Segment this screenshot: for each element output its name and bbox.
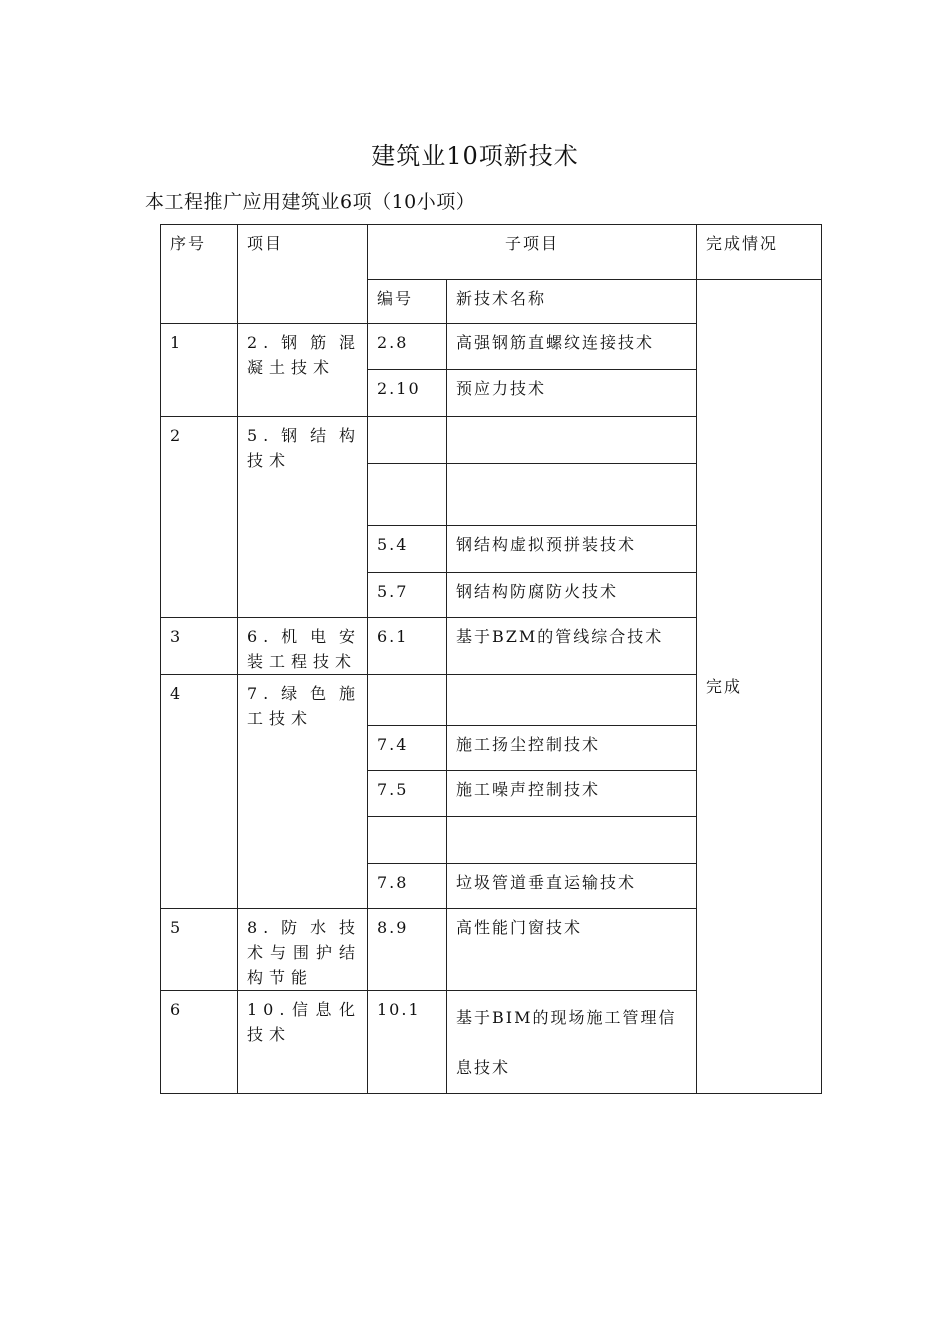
- code-cell: [368, 675, 447, 726]
- code-cell: 7.4: [368, 726, 447, 771]
- code-cell: [368, 464, 447, 526]
- document-title: 建筑业10项新技术: [371, 142, 579, 170]
- project-cell: 8.防水技术与围护结构节能: [238, 909, 368, 991]
- header-seq: 序号: [161, 225, 238, 324]
- project-cell: 2.钢筋混凝土技术: [238, 324, 368, 417]
- tech-name-cell: [447, 675, 697, 726]
- code-cell: 2.8: [368, 324, 447, 370]
- document-subtitle: 本工程推广应用建筑业6项（10小项）: [145, 191, 476, 213]
- header-status: 完成情况: [697, 225, 822, 280]
- tech-name-cell: [447, 817, 697, 864]
- tech-name-cell: [447, 464, 697, 526]
- code-cell: [368, 417, 447, 464]
- seq-cell: 1: [161, 324, 238, 417]
- tech-name-cell: 钢结构虚拟预拼装技术: [447, 526, 697, 573]
- seq-cell: 5: [161, 909, 238, 991]
- code-cell: [368, 817, 447, 864]
- code-cell: 8.9: [368, 909, 447, 991]
- seq-cell: 3: [161, 618, 238, 675]
- project-cell: 7.绿色施工技术: [238, 675, 368, 909]
- seq-cell: 6: [161, 991, 238, 1094]
- tech-name-cell: 基于BZM的管线综合技术: [447, 618, 697, 675]
- tech-name-cell: 施工噪声控制技术: [447, 771, 697, 817]
- code-cell: 6.1: [368, 618, 447, 675]
- tech-name-cell: 垃圾管道垂直运输技术: [447, 864, 697, 909]
- tech-name-cell: 施工扬尘控制技术: [447, 726, 697, 771]
- code-cell: 10.1: [368, 991, 447, 1094]
- header-subproject: 子项目: [368, 225, 697, 280]
- header-row: [161, 225, 822, 280]
- code-cell: 2.10: [368, 370, 447, 417]
- project-cell: 5.钢结构技术: [238, 417, 368, 618]
- tech-name-cell: 钢结构防腐防火技术: [447, 573, 697, 618]
- code-cell: 5.4: [368, 526, 447, 573]
- tech-name-cell: 基于BIM的现场施工管理信息技术: [447, 991, 697, 1094]
- tech-name-cell: [447, 417, 697, 464]
- header-tech-name: 新技术名称: [447, 280, 697, 324]
- status-cell: 完成: [697, 280, 822, 1094]
- technology-table: [160, 224, 822, 1094]
- project-cell: 10.信息化技术: [238, 991, 368, 1094]
- tech-name-cell: 高性能门窗技术: [447, 909, 697, 991]
- code-cell: 7.5: [368, 771, 447, 817]
- code-cell: 7.8: [368, 864, 447, 909]
- header-code: 编号: [368, 280, 447, 324]
- seq-cell: 2: [161, 417, 238, 618]
- header-project: 项目: [238, 225, 368, 324]
- project-cell: 6.机电安装工程技术: [238, 618, 368, 675]
- code-cell: 5.7: [368, 573, 447, 618]
- tech-name-cell: 预应力技术: [447, 370, 697, 417]
- tech-name-cell: 高强钢筋直螺纹连接技术: [447, 324, 697, 370]
- seq-cell: 4: [161, 675, 238, 909]
